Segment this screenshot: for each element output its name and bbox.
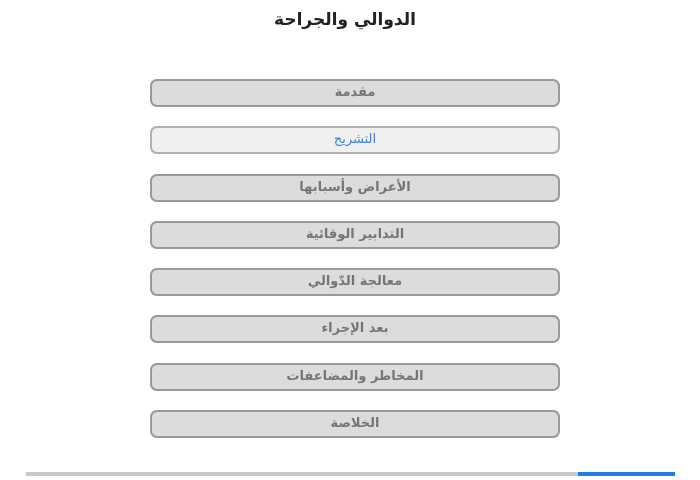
progress-bar <box>26 472 675 476</box>
menu-item-after-procedure[interactable]: بعد الإجراء <box>150 315 560 343</box>
menu-item-anatomy[interactable]: التشريح <box>150 126 560 154</box>
chapter-menu <box>150 79 560 457</box>
progress-bar-fill <box>578 472 675 476</box>
menu-item-introduction[interactable]: مقدمة <box>150 79 560 107</box>
menu-item-treatment[interactable]: معالجة الدّوالي <box>150 268 560 296</box>
page-title: الدوالي والجراحة <box>274 10 416 30</box>
menu-item-risks-complications[interactable]: المخاطر والمضاعفات <box>150 363 560 391</box>
menu-item-summary[interactable]: الخلاصة <box>150 410 560 438</box>
menu-item-symptoms-causes[interactable]: الأعراض وأسبابها <box>150 174 560 202</box>
menu-item-preventive-measures[interactable]: التدابير الوقائية <box>150 221 560 249</box>
